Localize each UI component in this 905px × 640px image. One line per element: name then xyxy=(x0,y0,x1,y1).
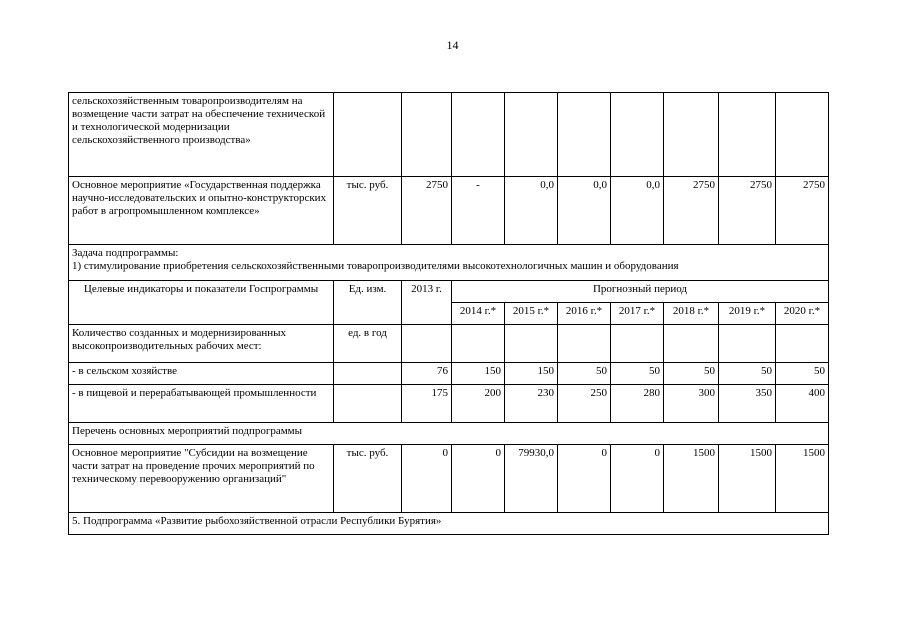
row-name: сельскохозяйственным товаропроизводителям на возмещение части затрат на обеспечение технической и технологической модернизации сельскохозяйственного производства» xyxy=(69,93,334,177)
header-year: 2020 г.* xyxy=(776,303,829,325)
cell-value: 0 xyxy=(611,445,664,513)
header-year: 2017 г.* xyxy=(611,303,664,325)
cell-value: 200 xyxy=(452,385,505,423)
cell-value: 400 xyxy=(776,385,829,423)
cell-value xyxy=(452,325,505,363)
cell-value: - xyxy=(452,177,505,245)
cell-value: 250 xyxy=(558,385,611,423)
cell-value: 76 xyxy=(402,363,452,385)
cell-value: 0,0 xyxy=(558,177,611,245)
cell-value: 50 xyxy=(611,363,664,385)
table-row-subsidy xyxy=(69,445,829,513)
cell-value: 2750 xyxy=(776,177,829,245)
table-header-row xyxy=(69,281,829,303)
subprogram-title: 5. Подпрограмма «Развитие рыбохозяйственной отрасли Республики Бурятия» xyxy=(69,513,829,535)
row-name: - в сельском хозяйстве xyxy=(69,363,334,385)
row-name: Основное мероприятие «Государственная поддержка научно-исследовательских и опытно-конструкторских работ в агропромышленном комплексе» xyxy=(69,177,334,245)
table-row-measures-title xyxy=(69,423,829,445)
header-year: 2019 г.* xyxy=(719,303,776,325)
header-unit: Ед. изм. xyxy=(334,281,402,325)
task-title: Задача подпрограммы: xyxy=(72,247,179,259)
cell-value: 0 xyxy=(452,445,505,513)
task-text: 1) стимулирование приобретения сельскохозяйственными товаропроизводителями высокотехнологичных машин и оборудования xyxy=(72,260,679,272)
cell-value: 175 xyxy=(402,385,452,423)
cell-value: 2750 xyxy=(664,177,719,245)
cell-value: 300 xyxy=(664,385,719,423)
header-year: 2016 г.* xyxy=(558,303,611,325)
cell-value: 50 xyxy=(719,363,776,385)
table-row-continuation xyxy=(69,93,829,177)
header-indicators: Целевые индикаторы и показатели Госпрограммы xyxy=(69,281,334,325)
cell-value: 50 xyxy=(776,363,829,385)
row-name: Основное мероприятие "Субсидии на возмещение части затрат на проведение прочих мероприятий по техническому перевооружению организаций" xyxy=(69,445,334,513)
row-unit xyxy=(334,363,402,385)
cell-value: 0 xyxy=(558,445,611,513)
cell-value: 1500 xyxy=(776,445,829,513)
cell-value: 150 xyxy=(505,363,558,385)
row-unit: тыс. руб. xyxy=(334,177,402,245)
cell-value: 280 xyxy=(611,385,664,423)
cell-value xyxy=(664,325,719,363)
cell-value: 0,0 xyxy=(611,177,664,245)
table-row xyxy=(69,385,829,423)
cell-value xyxy=(611,325,664,363)
row-unit xyxy=(334,385,402,423)
header-year: 2014 г.* xyxy=(452,303,505,325)
cell-value: 0 xyxy=(402,445,452,513)
cell-value xyxy=(558,325,611,363)
table-row-science xyxy=(69,177,829,245)
table-row-task xyxy=(69,245,829,281)
header-base-year: 2013 г. xyxy=(402,281,452,325)
cell-value: 1500 xyxy=(719,445,776,513)
cell-value: 79930,0 xyxy=(505,445,558,513)
table-row xyxy=(69,363,829,385)
row-name: Количество созданных и модернизированных высокопроизводительных рабочих мест: xyxy=(69,325,334,363)
cell-value: 2750 xyxy=(719,177,776,245)
header-forecast: Прогнозный период xyxy=(452,281,829,303)
row-unit: тыс. руб. xyxy=(334,445,402,513)
cell-value: 1500 xyxy=(664,445,719,513)
measures-title: Перечень основных мероприятий подпрограммы xyxy=(69,423,829,445)
task-cell xyxy=(69,245,829,281)
row-unit: ед. в год xyxy=(334,325,402,363)
cell-value: 350 xyxy=(719,385,776,423)
row-name: - в пищевой и перерабатывающей промышленности xyxy=(69,385,334,423)
cell-value: 50 xyxy=(664,363,719,385)
cell-value xyxy=(776,325,829,363)
cell-value xyxy=(505,325,558,363)
program-table xyxy=(68,92,829,535)
cell-value xyxy=(719,325,776,363)
cell-value: 0,0 xyxy=(505,177,558,245)
cell-value: 50 xyxy=(558,363,611,385)
cell-value xyxy=(402,325,452,363)
cell-value: 150 xyxy=(452,363,505,385)
table-row xyxy=(69,325,829,363)
cell-value: 2750 xyxy=(402,177,452,245)
table-row-subprogram-5 xyxy=(69,513,829,535)
cell-value: 230 xyxy=(505,385,558,423)
header-year: 2018 г.* xyxy=(664,303,719,325)
page-number: 14 xyxy=(446,38,459,52)
header-year: 2015 г.* xyxy=(505,303,558,325)
